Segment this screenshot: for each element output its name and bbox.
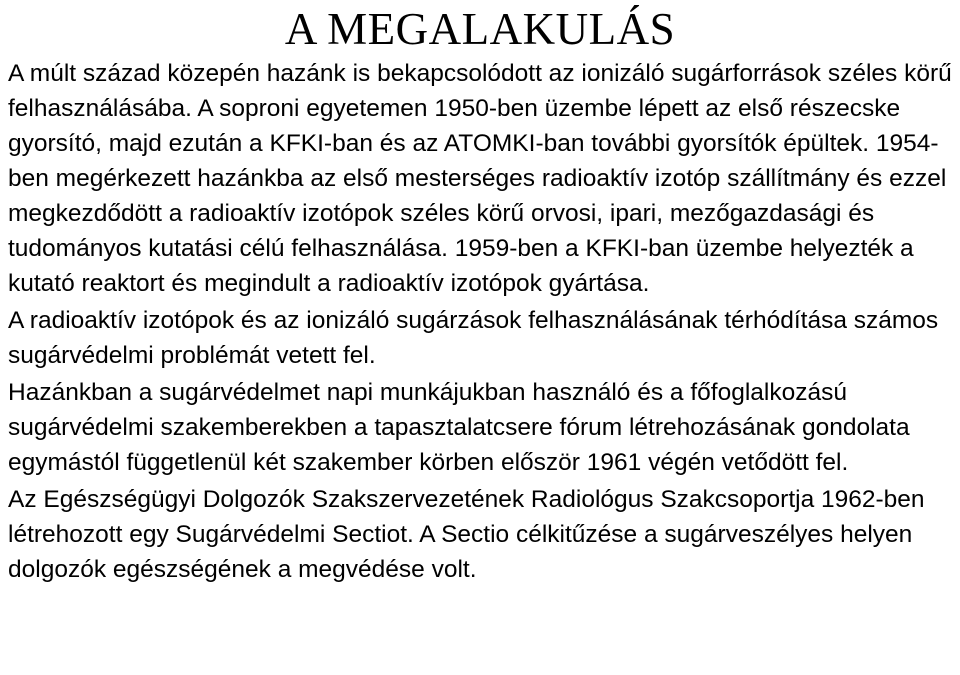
paragraph-forum-idea: Hazánkban a sugárvédelmet napi munkájukban használó és a főfoglalkozású sugárvédelmi szakemberekben a tapasztalatcsere fórum létrehozásának gondolata egymástól függetlenül két szakember körben először 1961 végén vetődött fel. [8, 379, 910, 476]
paragraph-sectio: Az Egészségügyi Dolgozók Szakszervezetének Radiológus Szakcsoportja 1962-ben létrehozott egy Sugárvédelmi Sectiot. A Sectio célkitűzése a sugárveszélyes helyen dolgozók egészségének a megvédése volt. [8, 486, 925, 583]
paragraph-problems: A radioaktív izotópok és az ionizáló sugárzások felhasználásának térhódítása számos sugárvédelmi problémát vetett fel. [8, 307, 939, 369]
document-body [8, 56, 952, 587]
paragraph-history: A múlt század közepén hazánk is bekapcsolódott az ionizáló sugárforrások széles körű felhasználásába. A soproni egyetemen 1950-ben üzembe lépett az első részecske gyorsító, majd ezután a KFKI-ban és az ATOMKI-ban további gyorsítók épültek. 1954-ben megérkezett hazánkba az első mesterséges radioaktív izotóp szállítmány és ezzel megkezdődött a radioaktív izotópok széles körű orvosi, ipari, mezőgazdasági és tudományos kutatási célú felhasználása. 1959-ben a KFKI-ban üzembe helyezték a kutató reaktort és megindult a radioaktív izotópok gyártása. [8, 60, 952, 297]
page-title: A MEGALAKULÁS [284, 4, 676, 54]
